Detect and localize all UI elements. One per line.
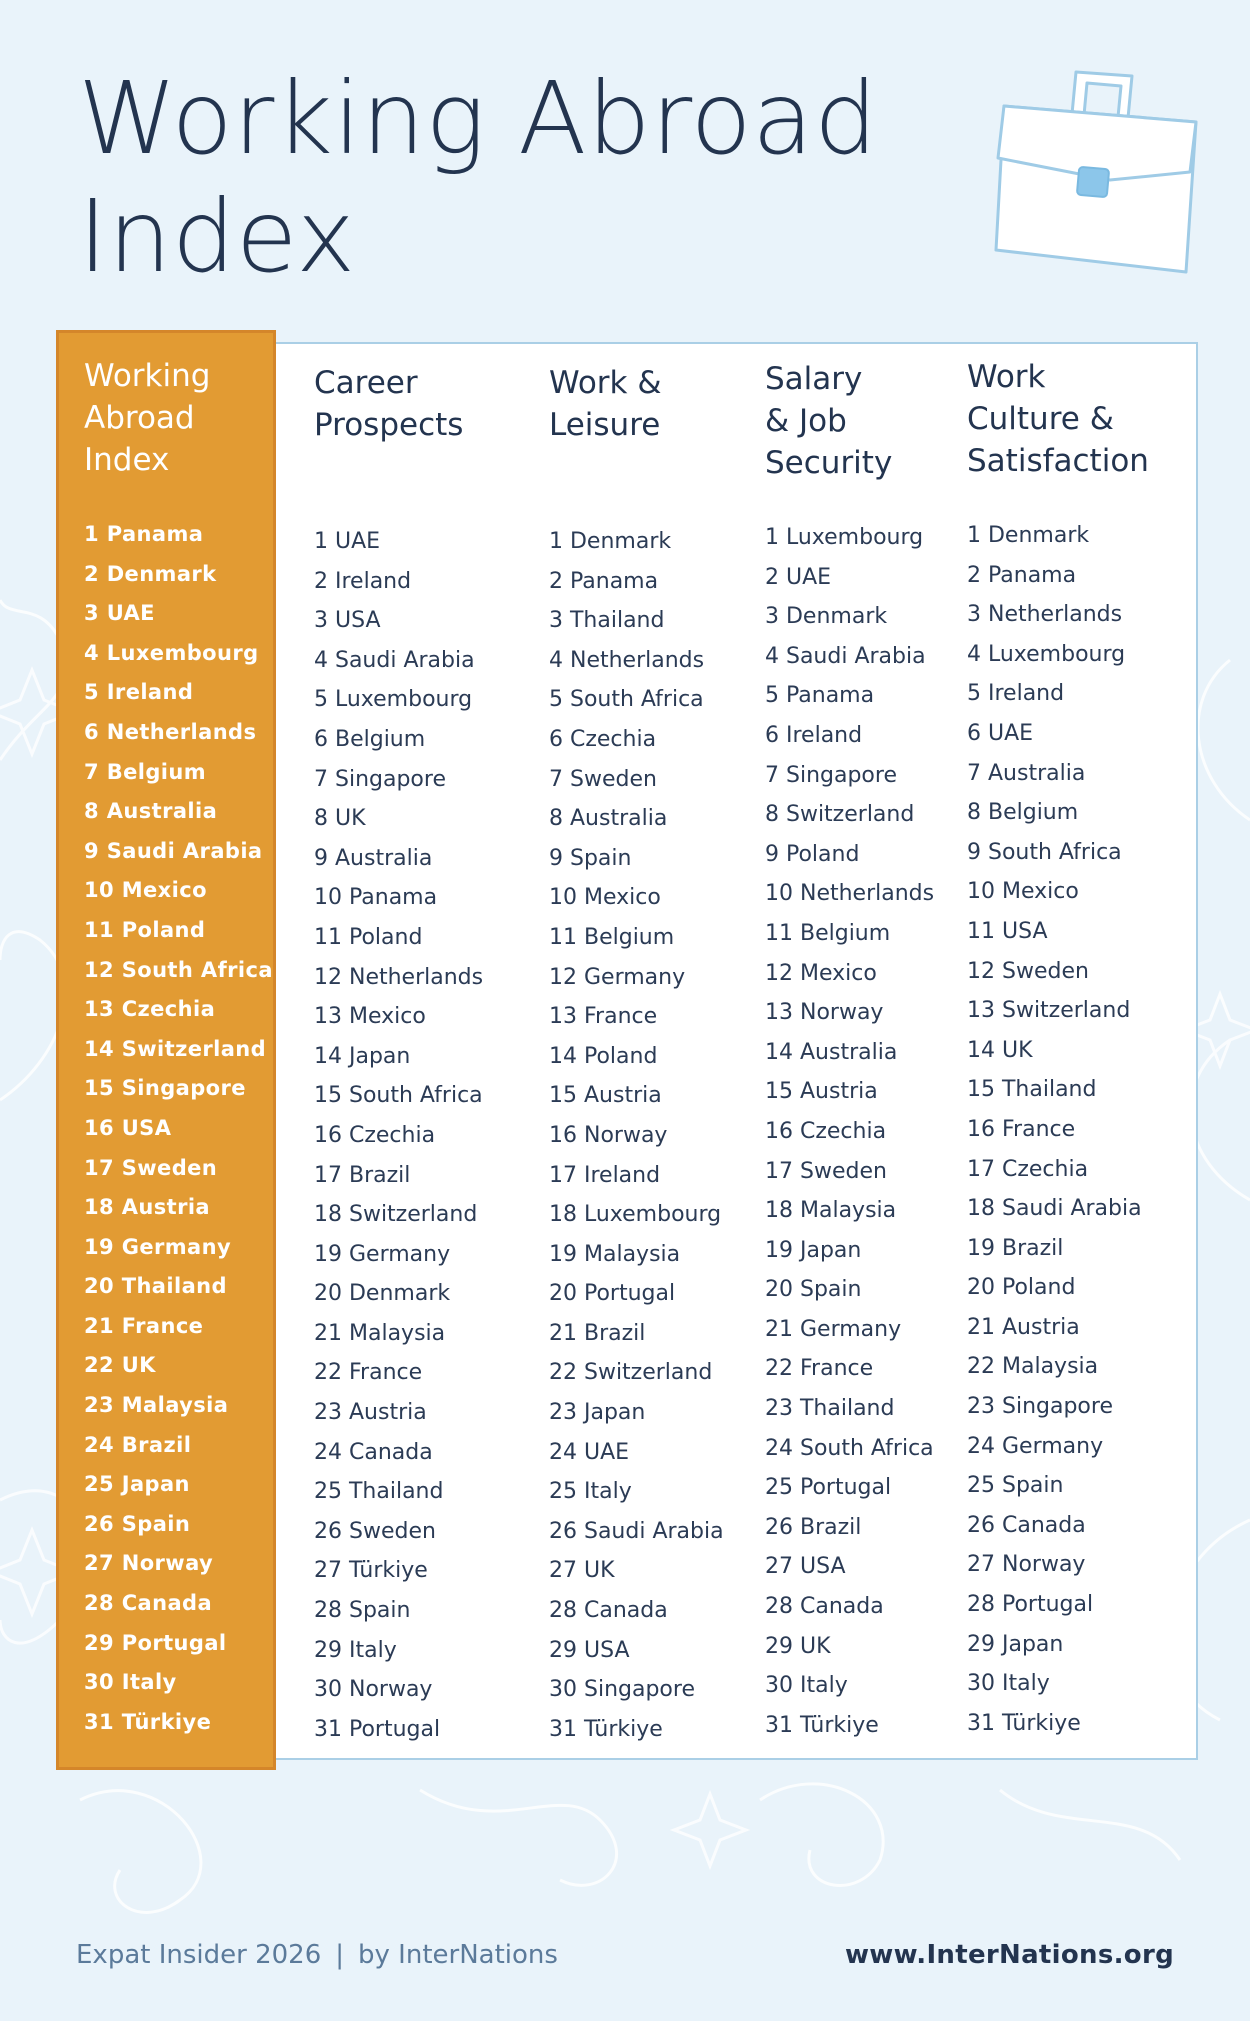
ranking-item: 18 Luxembourg [549,1202,722,1228]
ranking-item: 11 Belgium [549,924,675,950]
ranking-item: 14 UK [967,1037,1033,1063]
ranking-item: 19 Germany [314,1241,451,1267]
ranking-item: 14 Australia [765,1039,898,1065]
byline-text: by InterNations [358,1940,558,1970]
rankings-table [56,330,1206,1770]
ranking-item: 30 Italy [967,1671,1050,1697]
ranking-item: 27 UK [549,1558,615,1584]
ranking-item: 5 Ireland [967,681,1065,707]
ranking-item: 22 Malaysia [967,1354,1099,1380]
ranking-item: 8 Belgium [967,800,1079,826]
briefcase-icon [990,62,1210,282]
ranking-item: 26 Canada [967,1512,1086,1538]
ranking-item: 8 UK [314,806,366,832]
ranking-item: 24 UAE [549,1439,630,1465]
ranking-item: 10 Mexico [967,879,1079,905]
ranking-item: 5 Luxembourg [314,687,473,713]
ranking-item: 17 Sweden [765,1158,887,1184]
ranking-item: 15 South Africa [314,1083,483,1109]
ranking-item: 31 Türkiye [967,1710,1081,1736]
ranking-item: 15 Singapore [84,1076,246,1101]
ranking-item: 31 Türkiye [84,1709,212,1734]
ranking-item: 27 USA [765,1554,846,1580]
ranking-item: 29 Japan [967,1631,1064,1657]
ranking-item: 25 Spain [967,1473,1064,1499]
ranking-item: 26 Sweden [314,1518,436,1544]
ranking-item: 15 Austria [549,1083,662,1109]
ranking-list [314,522,483,1749]
page-title [78,60,878,296]
ranking-item: 14 Japan [314,1043,411,1069]
ranking-item: 9 Saudi Arabia [84,838,263,863]
ranking-item: 23 Thailand [765,1396,895,1422]
ranking-item: 24 Germany [967,1433,1104,1459]
ranking-item: 11 Poland [84,917,206,942]
ranking-item: 15 Thailand [967,1077,1097,1103]
ranking-item: 26 Brazil [765,1514,862,1540]
ranking-item: 23 Austria [314,1400,427,1426]
ranking-item: 27 Türkiye [314,1558,428,1584]
ranking-item: 9 Australia [314,845,433,871]
ranking-item: 6 Netherlands [84,719,257,744]
ranking-item: 18 Saudi Arabia [967,1196,1142,1222]
ranking-item: 4 Netherlands [549,647,705,673]
ranking-item: 22 France [314,1360,423,1386]
ranking-item: 21 France [84,1313,204,1338]
ranking-item: 12 Sweden [967,958,1089,984]
footer-separator: | [335,1940,345,1970]
ranking-item: 2 Ireland [314,568,412,594]
source-text: Expat Insider 2026 [76,1940,322,1970]
ranking-item: 26 Saudi Arabia [549,1518,724,1544]
ranking-item: 23 Singapore [967,1394,1113,1420]
ranking-item: 19 Japan [765,1237,862,1263]
ranking-item: 21 Brazil [549,1320,646,1346]
ranking-item: 28 Canada [549,1598,668,1624]
ranking-item: 25 Portugal [765,1475,892,1501]
ranking-item: 14 Switzerland [84,1036,267,1061]
ranking-item: 19 Malaysia [549,1241,681,1267]
ranking-item: 30 Italy [84,1670,177,1695]
ranking-item: 5 Panama [765,683,875,709]
ranking-item: 31 Türkiye [549,1716,663,1742]
ranking-item: 28 Spain [314,1598,411,1624]
ranking-item: 6 UAE [967,720,1034,746]
ranking-item: 12 South Africa [84,957,273,982]
ranking-item: 16 Norway [549,1122,668,1148]
ranking-item: 22 France [765,1356,874,1382]
ranking-item: 23 Malaysia [84,1393,229,1418]
ranking-item: 22 UK [84,1353,156,1378]
ranking-list [549,522,724,1749]
ranking-item: 19 Brazil [967,1235,1064,1261]
ranking-item: 6 Ireland [765,722,863,748]
ranking-item: 24 Brazil [84,1432,192,1457]
ranking-item: 27 Norway [967,1552,1086,1578]
ranking-item: 17 Ireland [549,1162,661,1188]
ranking-item: 26 Spain [84,1511,191,1536]
ranking-item: 4 Luxembourg [967,641,1126,667]
ranking-item: 30 Singapore [549,1677,695,1703]
ranking-item: 17 Sweden [84,1155,218,1180]
ranking-item: 7 Belgium [84,759,207,784]
footer-url-link[interactable]: www.InterNations.org [844,1940,1174,1970]
ranking-list [967,516,1149,1743]
ranking-item: 6 Czechia [549,726,657,752]
ranking-item: 16 USA [84,1115,172,1140]
ranking-item: 25 Thailand [314,1479,444,1505]
column-heading: Work & Leisure [549,365,662,443]
ranking-item: 29 Portugal [84,1630,227,1655]
ranking-item: 2 Panama [549,568,659,594]
ranking-item: 17 Brazil [314,1162,411,1188]
ranking-item: 20 Poland [967,1275,1076,1301]
ranking-item: 12 Mexico [765,960,877,986]
ranking-item: 1 Denmark [967,523,1090,548]
ranking-item: 30 Italy [765,1673,848,1699]
column-heading: Career Prospects [314,365,464,443]
ranking-item: 7 Singapore [765,762,897,788]
ranking-item: 2 Panama [967,562,1077,588]
ranking-item: 13 Switzerland [967,998,1131,1024]
ranking-item: 13 Norway [765,1000,884,1026]
ranking-item: 19 Germany [84,1234,232,1259]
ranking-item: 28 Portugal [967,1592,1094,1618]
ranking-item: 29 Italy [314,1637,397,1663]
ranking-item: 18 Austria [84,1195,211,1220]
ranking-item: 11 USA [967,918,1048,944]
ranking-item: 9 South Africa [967,839,1122,865]
ranking-item: 21 Germany [765,1316,902,1342]
ranking-item: 3 Thailand [549,608,665,634]
ranking-item: 21 Austria [967,1314,1080,1340]
ranking-item: 15 Austria [765,1079,878,1105]
ranking-item: 13 Mexico [314,1004,426,1030]
ranking-item: 24 Canada [314,1439,433,1465]
ranking-item: 10 Mexico [549,885,661,911]
ranking-item: 16 Czechia [314,1122,436,1148]
ranking-item: 8 Australia [84,799,218,824]
ranking-item: 8 Switzerland [765,802,915,828]
ranking-item: 30 Norway [314,1677,433,1703]
ranking-item: 1 Denmark [549,529,672,554]
ranking-item: 25 Japan [84,1472,190,1497]
ranking-item: 6 Belgium [314,726,426,752]
ranking-item: 21 Malaysia [314,1320,446,1346]
ranking-item: 13 France [549,1004,658,1030]
ranking-item: 10 Netherlands [765,881,935,907]
ranking-item: 5 South Africa [549,687,704,713]
ranking-item: 18 Malaysia [765,1198,897,1224]
ranking-list [84,515,273,1742]
ranking-item: 29 UK [765,1633,831,1659]
work-leisure-column [549,362,724,1749]
ranking-item: 9 Poland [765,841,860,867]
overall-index-column [56,330,276,1770]
ranking-item: 11 Poland [314,924,423,950]
ranking-item: 10 Mexico [84,878,207,903]
ranking-item: 20 Thailand [84,1274,227,1299]
ranking-item: 10 Panama [314,885,438,911]
ranking-item: 7 Singapore [314,766,446,792]
ranking-item: 27 Norway [84,1551,214,1576]
ranking-item: 3 Netherlands [967,602,1123,628]
column-heading: Salary & Job Security [765,361,893,481]
ranking-item: 9 Spain [549,845,632,871]
ranking-item: 4 Luxembourg [84,640,259,665]
ranking-item: 25 Italy [549,1479,632,1505]
ranking-item: 22 Switzerland [549,1360,713,1386]
ranking-item: 7 Australia [967,760,1086,786]
ranking-item: 4 Saudi Arabia [314,647,475,673]
ranking-item: 28 Canada [765,1594,884,1620]
ranking-item: 4 Saudi Arabia [765,643,926,669]
ranking-item: 11 Belgium [765,920,891,946]
ranking-item: 7 Sweden [549,766,657,792]
ranking-item: 3 UAE [84,601,155,626]
work-culture-satisfaction-column [967,356,1149,1743]
ranking-item: 18 Switzerland [314,1202,478,1228]
ranking-item: 1 UAE [314,529,381,554]
ranking-item: 17 Czechia [967,1156,1089,1182]
ranking-item: 3 Denmark [765,604,888,630]
ranking-item: 29 USA [549,1637,630,1663]
ranking-item: 12 Netherlands [314,964,484,990]
ranking-item: 16 Czechia [765,1118,887,1144]
footer-source [76,1940,558,1970]
ranking-item: 8 Australia [549,806,668,832]
column-heading: Working Abroad Index [84,358,211,478]
career-prospects-column [314,362,483,1749]
ranking-item: 20 Portugal [549,1281,676,1307]
ranking-item: 3 USA [314,608,381,634]
ranking-item: 28 Canada [84,1591,213,1616]
ranking-item: 2 UAE [765,564,832,590]
ranking-item: 1 Panama [84,522,204,546]
ranking-item: 12 Germany [549,964,686,990]
ranking-item: 31 Portugal [314,1716,441,1742]
ranking-item: 13 Czechia [84,997,216,1022]
salary-job-security-column [765,358,934,1745]
column-heading: Work Culture & Satisfaction [967,359,1149,479]
title-line-1: Working Abroad [78,60,878,177]
ranking-item: 20 Denmark [314,1281,451,1307]
ranking-item: 31 Türkiye [765,1712,879,1738]
title-line-2: Index [78,178,356,295]
ranking-item: 14 Poland [549,1043,658,1069]
ranking-list [765,518,934,1745]
ranking-item: 16 France [967,1116,1076,1142]
ranking-item: 20 Spain [765,1277,862,1303]
ranking-item: 23 Japan [549,1400,646,1426]
ranking-item: 24 South Africa [765,1435,934,1461]
ranking-item: 1 Luxembourg [765,525,924,550]
ranking-item: 2 Denmark [84,561,217,586]
ranking-item: 5 Ireland [84,680,194,705]
